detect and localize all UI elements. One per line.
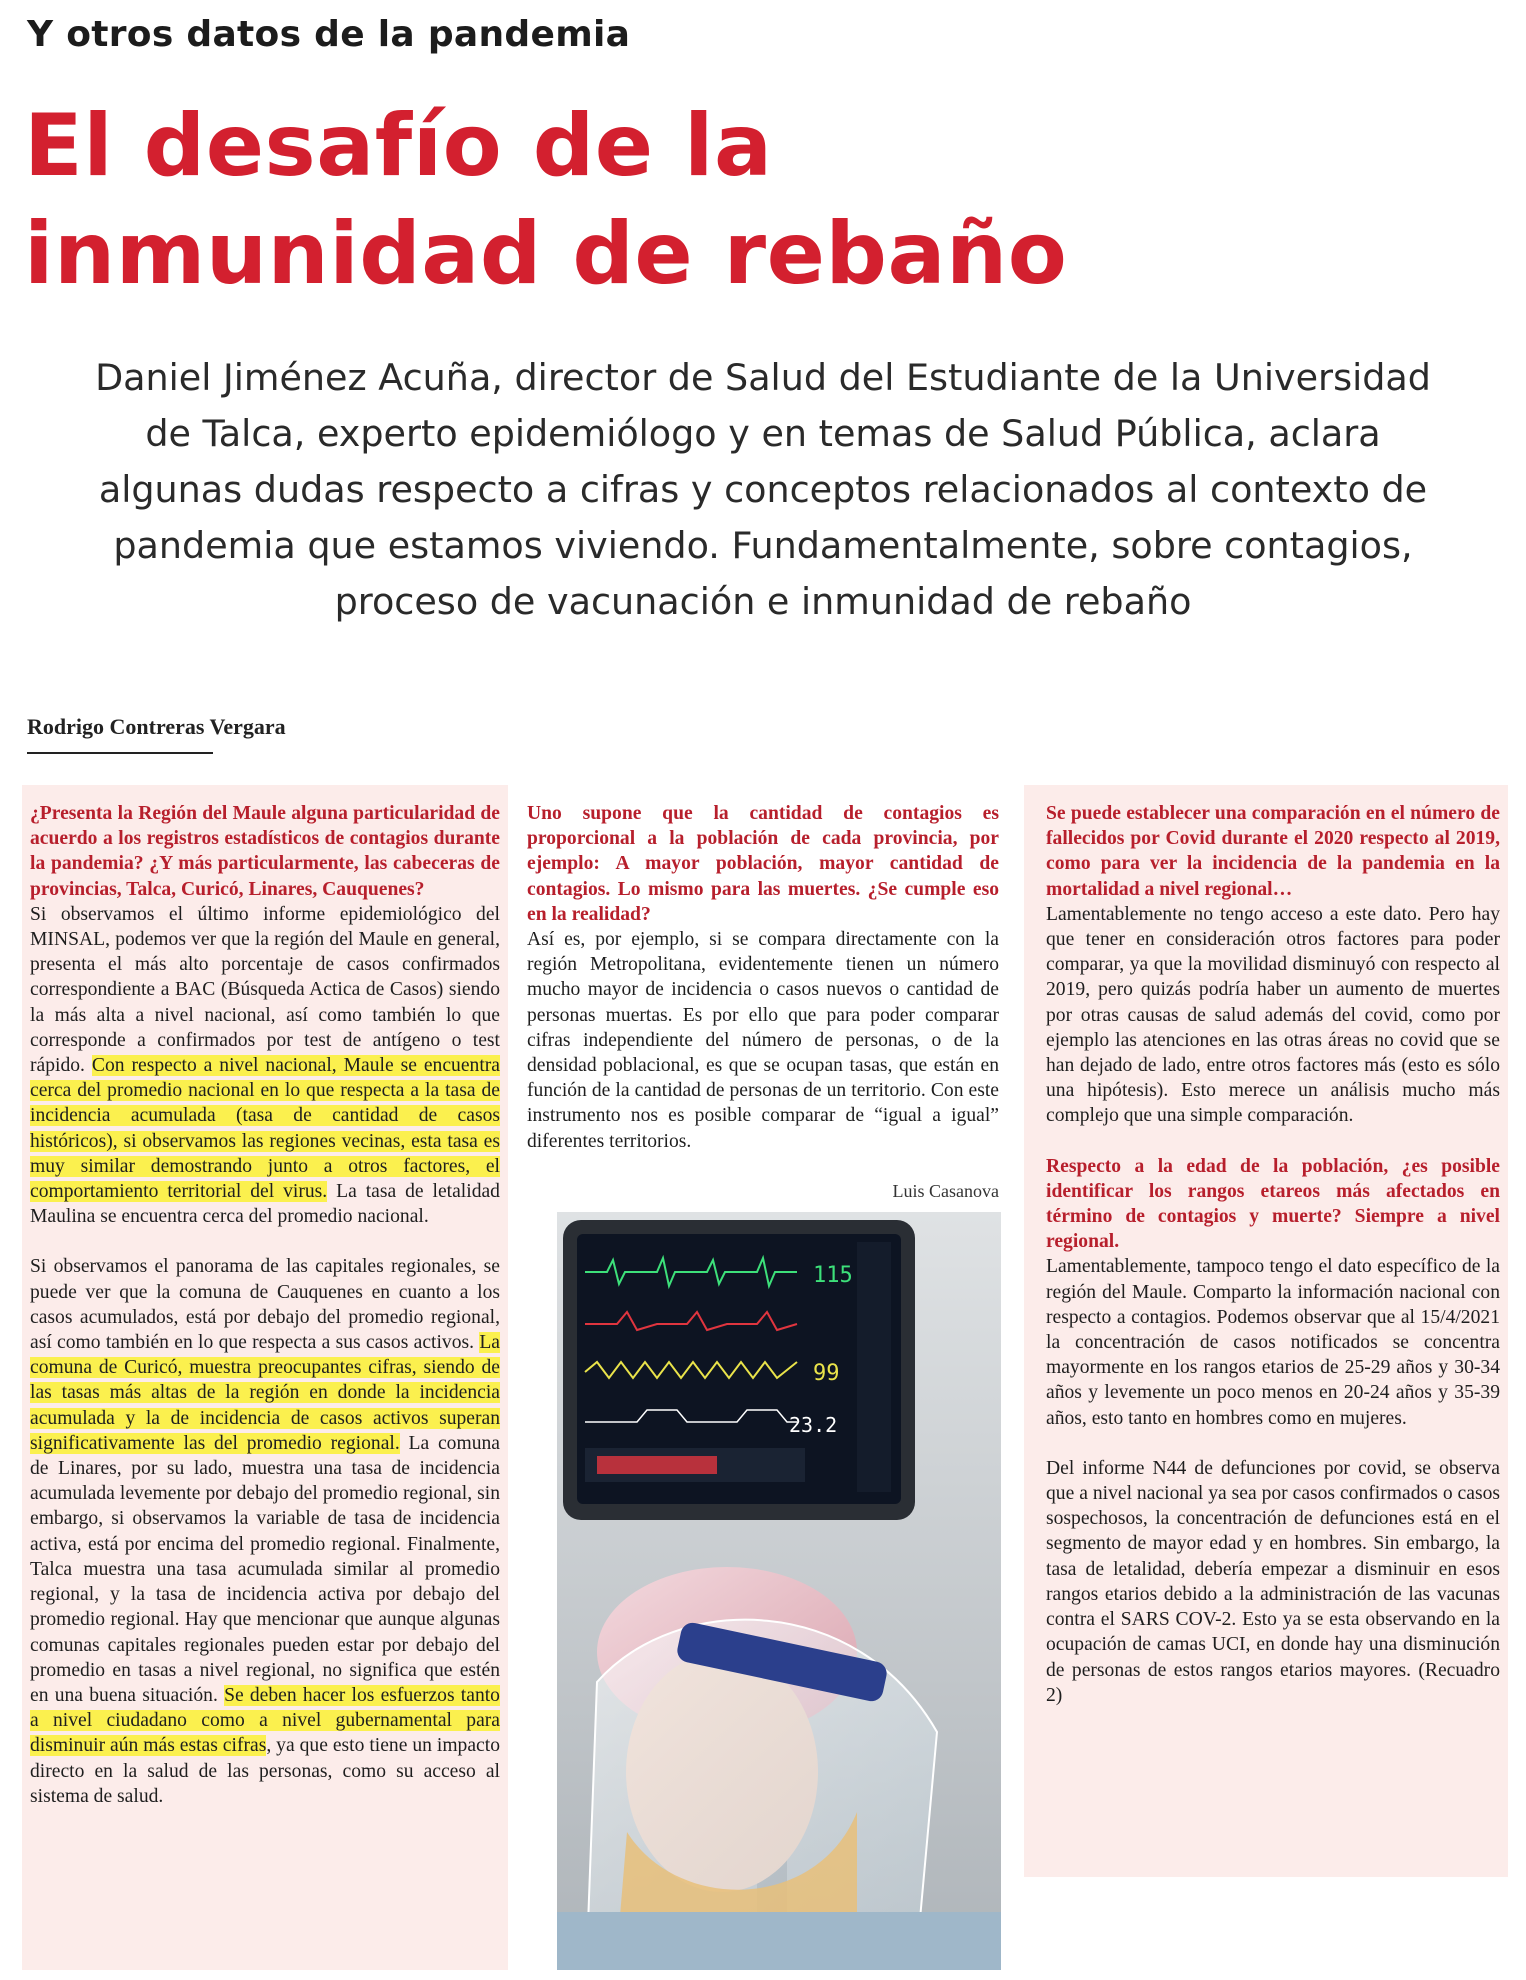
answer-2-text: Si observamos el panorama de las capitales regionales, se puede ver que la comuna de Cauquenes en cuanto a los casos acumulados, está por debajo del promedio regional, así como también en lo que respecta a sus casos activos. [30, 1256, 500, 1354]
question-3: Se puede establecer una comparación en el número de fallecidos por Covid durante el 2020 respecto al 2019, como para ver la incidencia de la pandemia en la mortalidad a nivel regional… [1046, 803, 1500, 900]
answer-1-text: Si observamos el último informe epidemiológico del MINSAL, podemos ver que la región del Maule en general, presenta el más alto porcentaje de casos confirmados correspondiente a BAC (Búsqueda Actica de Casos) siendo la más alta a nivel nacional, así como también lo que corresponde a confirmados por test de antígeno o test rápido. [30, 903, 500, 1077]
answer-2-text-end: , ya que esto tiene un impacto directo en la salud de las personas, como su acceso al sistema de salud. [30, 1735, 500, 1807]
reading-spo2: 99 [813, 1361, 840, 1386]
question-4: Respecto a la edad de la población, ¿es posible identificar los rangos etareos más afectados en término de contagios y muerte? Siempre a nivel regional. [1046, 1155, 1500, 1253]
answer-5: Lamentablemente, tampoco tengo el dato específico de la región del Maule. Comparto la información nacional con respecto a contagios. Podemos observar que al 15/4/2021 la concentración de casos notificados se concentra mayormente en los rangos etarios de 25-29 años y 30-34 años y levemente un poco menos en 20-24 años y 35-39 años, esto tanto en hombres como en mujeres. [1046, 1256, 1500, 1429]
answer-1-text-end: La tasa de letalidad Maulina se encuentra cerca del promedio nacional. [30, 1181, 500, 1228]
section-kicker: Y otros datos de la pandemia [27, 14, 631, 55]
answer-2-text-middle: La comuna de Linares, por su lado, muestra una tasa de incidencia acumulada levemente por debajo del promedio regional, sin embargo, si observamos la variable de tasa de incidencia activa, está por encima del promedio regional. Finalmente, Talca muestra una tasa acumulada similar al promedio regional, y la tasa de incidencia activa por debajo del promedio regional. Hay que mencionar que aunque algunas comunas capitales regionales pueden estar por debajo del promedio en tasas a nivel regional, no significa que estén en una buena situación. [30, 1432, 500, 1706]
question-2: Uno supone que la cantidad de contagios es proporcional a la población de cada provincia, por ejemplo: A mayor población, mayor cantidad de contagios. Lo mismo para las muertes. ¿Se cumple eso en la realidad? [527, 803, 999, 925]
protective-gown [557, 1912, 1001, 1970]
column-3 [1024, 785, 1508, 1877]
headline-line-2: inmunidad de rebaño [24, 204, 1068, 304]
reading-temperature: 23.2 [789, 1413, 838, 1437]
reading-heart-rate: 115 [813, 1263, 853, 1288]
headline [24, 92, 1324, 308]
byline: Rodrigo Contreras Vergara [27, 714, 286, 739]
answer-6: Del informe N44 de defunciones por covid, se observa que a nivel nacional ya sea por casos confirmados o casos sospechosos, la concentración de defunciones está en el segmento de mayor edad y en hombres. Sin embargo, la tasa de letalidad, debería empezar a disminuir en esos rangos etarios debido a la administración de las vacunas contra el SARS COV-2. Esto ya se esta observando en la ocupación de camas UCI, en donde hay una disminución de personas de estos rangos etarios mayores. (Recuadro 2) [1046, 1457, 1500, 1706]
answer-4: Lamentablemente no tengo acceso a este dato. Pero hay que tener en consideración otros factores para poder comparar, ya que la movilidad disminuyó con respecto al 2019, pero quizás podría haber un aumento de muertes por otras causas de salud además del covid, como por ejemplo las atenciones en las otras áreas no covid que se han dejado de lado, entre otros factores más (esto es sólo una hipótesis). Esto merece un análisis mucho más complejo que una simple comparación. [1046, 903, 1500, 1127]
article-photo [557, 1212, 1001, 1970]
answer-1 [30, 902, 500, 1230]
byline-divider [27, 752, 213, 754]
answer-2-highlight: La comuna de Curicó, muestra preocupantes cifras, siendo de las tasas más altas de la región en donde la incidencia acumulada y la de incidencia de casos activos superan significativamente las del promedio regional. [30, 1332, 500, 1454]
question-1: ¿Presenta la Región del Maule alguna particularidad de acuerdo a los registros estadísticos de contagios durante la pandemia? ¿Y más particularmente, las cabeceras de provincias, Talca, Curicó, Linares, Cauquenes? [30, 803, 500, 900]
lead-paragraph: Daniel Jiménez Acuña, director de Salud del Estudiante de la Universidad de Talca, experto epidemiólogo y en temas de Salud Pública, aclara algunas dudas respecto a cifras y conceptos relacionados al contexto de pandemia que estamos viviendo. Fundamentalmente, sobre contagios, proceso de vacunación e inmunidad de rebaño [95, 356, 1431, 623]
answer-2 [30, 1254, 500, 1808]
answer-2-highlight-2: Se deben hacer los esfuerzos tanto a nivel ciudadano como a nivel gubernamental para disminuir aún más estas cifras [30, 1684, 500, 1757]
icu-illustration [557, 1212, 1001, 1970]
answer-3: Así es, por ejemplo, si se compara directamente con la región Metropolitana, evidentemente tienen un número mucho mayor de incidencia o casos nuevos o cantidad de personas muertas. Es por ello que para poder comparar cifras independiente del número de personas, o de la densidad poblacional, es que se ocupan tasas, que están en función de la cantidad de personas de un territorio. Con este instrumento nos es posible comparar de “igual a igual” diferentes territorios. [527, 929, 999, 1152]
photo-credit: Luis Casanova [892, 1180, 999, 1201]
answer-1-highlight: Con respecto a nivel nacional, Maule se encuentra cerca del promedio nacional en lo que respecta a la tasa de incidencia acumulada (tasa de cantidad de casos históricos), si observamos las regiones vecinas, esta tasa es muy similar demostrando junto a otros factores, el comportamiento territorial del virus. [30, 1055, 500, 1203]
column-1 [22, 785, 508, 1970]
headline-line-1: El desafío de la [24, 96, 773, 196]
alarm-bar [597, 1456, 717, 1474]
monitor-side-menu [857, 1242, 891, 1492]
